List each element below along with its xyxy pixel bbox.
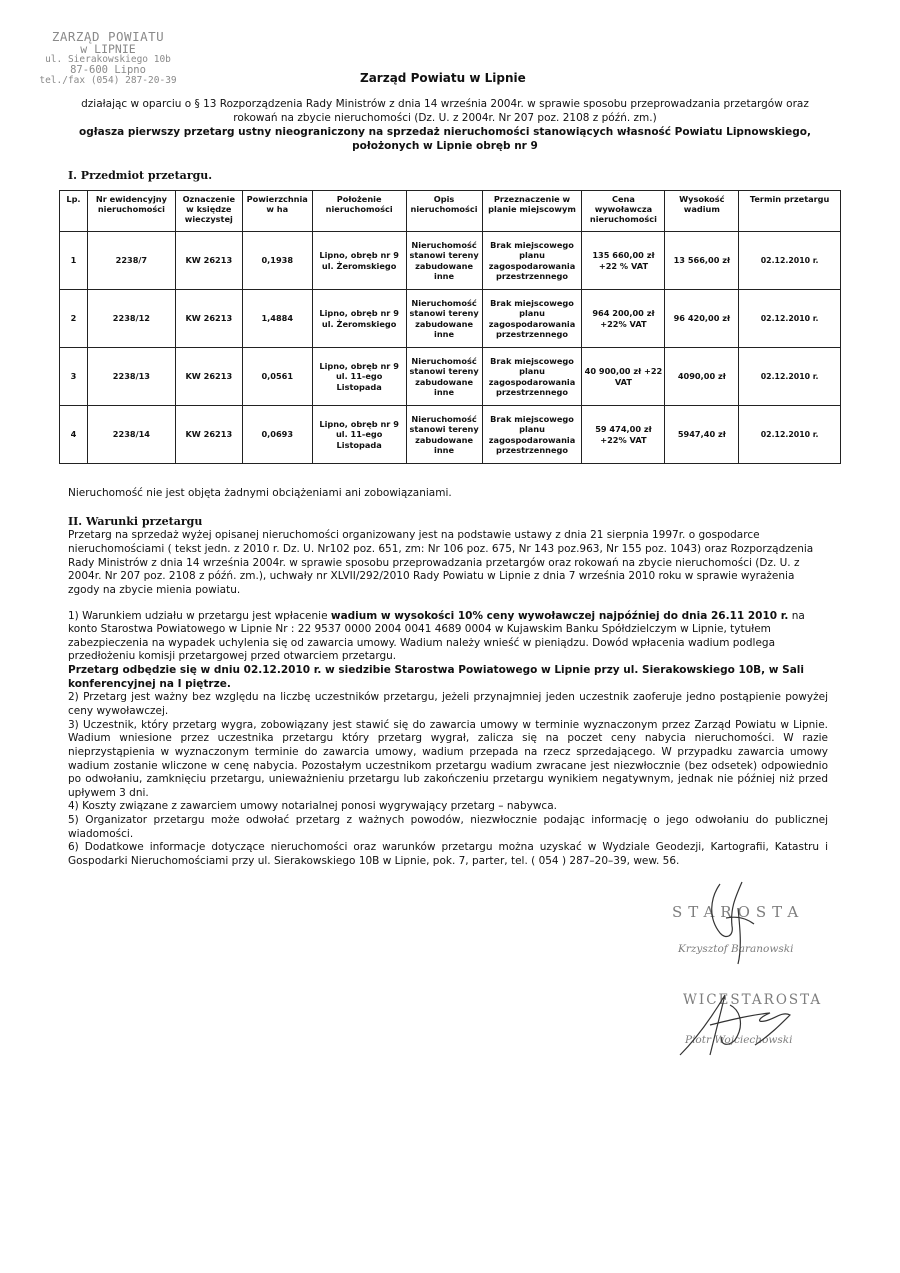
table-row <box>60 348 841 406</box>
cell-location: Lipno, obręb nr 9 ul. 11-ego Listopada <box>312 406 406 464</box>
header-lp: Lp. <box>60 191 88 232</box>
cell-lp: 4 <box>60 406 88 464</box>
document-title: Zarząd Powiatu w Lipnie <box>360 71 526 85</box>
table-row <box>60 232 841 290</box>
section-2-heading: II. Warunki przetargu <box>68 515 203 528</box>
cell-kw: KW 26213 <box>175 406 242 464</box>
cell-deposit: 4090,00 zł <box>665 348 739 406</box>
deposit-requirement: wadium w wysokości 10% ceny wywoławczej najpóźniej do dnia 26.11 2010 r. <box>330 609 789 622</box>
section-1-heading: I. Przedmiot przetargu. <box>68 169 213 182</box>
stamp-line: w LIPNIE <box>80 42 136 57</box>
cell-lp: 2 <box>60 290 88 348</box>
cell-lp: 1 <box>60 232 88 290</box>
condition-6-paragraph: 6) Dodatkowe informacje dotyczące nieruchomości oraz warunków przetargu można uzyskać w Wydziale Geodezji, Kartografii, Katastru i Gospodarki Nieruchomościami przy ul. Sierakowskiego 10B w Lipnie, pok. 7, parter, tel. ( 054 ) 287–20–39, wew. 56. <box>68 841 828 868</box>
header-purpose: Przeznaczenie w planie miejscowym <box>482 191 582 232</box>
intro-announcement: położonych w Lipnie obręb nr 9 <box>352 139 538 152</box>
cell-date: 02.12.2010 r. <box>739 290 841 348</box>
stamp-line: tel./fax (054) 287-20-39 <box>39 75 177 87</box>
condition-1-paragraph <box>68 610 828 665</box>
section-2-conditions <box>68 515 828 869</box>
cell-purpose: Brak miejscowego planu zagospodarowania przestrzennego <box>482 348 582 406</box>
condition-2-paragraph: 2) Przetarg jest ważny bez względu na liczbę uczestników przetargu, jeżeli przynajmniej jeden uczestnik zaoferuje jedno postąpienie powyżej ceny wywoławczej. <box>68 691 828 717</box>
cell-price: 59 474,00 zł +22% VAT <box>582 406 665 464</box>
header-price: Cena wywoławcza nieruchomości <box>582 191 665 232</box>
starosta-signature <box>690 878 780 968</box>
cell-location: Lipno, obręb nr 9 ul. 11-ego Listopada <box>312 348 406 406</box>
cell-purpose: Brak miejscowego planu zagospodarowania przestrzennego <box>482 232 582 290</box>
cell-area: 0,0561 <box>242 348 312 406</box>
cell-deposit: 13 566,00 zł <box>665 232 739 290</box>
cell-description: Nieruchomość stanowi tereny zabudowane inne <box>406 290 482 348</box>
condition-4-paragraph: 4) Koszty związane z zawarciem umowy notarialnej ponosi wygrywający przetarg – nabywca. <box>68 800 557 813</box>
intro-announcement: ogłasza pierwszy przetarg ustny nieograniczony na sprzedaż nieruchomości stanowiących własność Powiatu Lipnowskiego, <box>79 125 811 138</box>
cell-description: Nieruchomość stanowi tereny zabudowane inne <box>406 348 482 406</box>
cell-location: Lipno, obręb nr 9 ul. Żeromskiego <box>312 290 406 348</box>
wicestarosta-stamp: WICESTAROSTA <box>683 992 823 1008</box>
intro-line: rokowań na zbycie nieruchomości (Dz. U. z 2004r. Nr 207 poz. 2108 z późń. zm.) <box>233 111 657 124</box>
table-row <box>60 290 841 348</box>
starosta-name: Krzysztof Baranowski <box>678 943 794 955</box>
header-location: Położenie nieruchomości <box>312 191 406 232</box>
cell-area: 0,1938 <box>242 232 312 290</box>
cell-purpose: Brak miejscowego planu zagospodarowania przestrzennego <box>482 406 582 464</box>
cell-purpose: Brak miejscowego planu zagospodarowania przestrzennego <box>482 290 582 348</box>
intro-paragraph <box>55 98 835 153</box>
stamp-line: ZARZĄD POWIATU <box>51 29 165 44</box>
header-area: Powierzchnia w ha <box>242 191 312 232</box>
cell-deposit: 96 420,00 zł <box>665 290 739 348</box>
auction-place-notice: Przetarg odbędzie się w dniu 02.12.2010 r. w siedzibie Starostwa Powiatowego w Lipnie przy ul. Sierakowskiego 10B, w Sali konferencyjnej na I piętrze. <box>68 664 804 690</box>
cell-deposit: 5947,40 zł <box>665 406 739 464</box>
wicestarosta-signature <box>670 985 810 1065</box>
intro-line: działając w oparciu o § 13 Rozporządzenia Rady Ministrów z dnia 14 września 2004r. w sprawie sposobu przeprowadzania przetargów oraz <box>81 98 809 110</box>
cell-nr: 2238/14 <box>87 406 175 464</box>
cell-date: 02.12.2010 r. <box>739 406 841 464</box>
cell-nr: 2238/7 <box>87 232 175 290</box>
stamp-line: ul. Sierakowskiego 10b <box>45 54 171 66</box>
cell-description: Nieruchomość stanowi tereny zabudowane inne <box>406 406 482 464</box>
cell-area: 0,0693 <box>242 406 312 464</box>
condition-1-start: 1) Warunkiem udziału w przetargu jest wpłacenie <box>68 609 331 622</box>
condition-5-paragraph: 5) Organizator przetargu może odwołać przetarg z ważnych powodów, niezwłocznie podając informację o jego odwołaniu do publicznej wiadomości. <box>68 814 828 840</box>
header-deposit: Wysokość wadium <box>665 191 739 232</box>
condition-1-rest: na konto Starostwa Powiatowego w Lipnie Nr : 22 9537 0000 2004 0041 4689 0004 w Kujawskim Banku Spółdzielczym w Lipnie, tytułem zabezpieczenia na wypadek uchylenia się od zawarcia umowy. Wadium należy wnieść w pieniądzu. Dowód wpłacenia wadium podlega przedłożeniu komisji przetargowej przed otwarciem przetargu. <box>68 609 805 663</box>
cell-price: 135 660,00 zł +22 % VAT <box>582 232 665 290</box>
header-kw: Oznaczenie w księdze wieczystej <box>175 191 242 232</box>
cell-price: 40 900,00 zł +22 VAT <box>582 348 665 406</box>
table-row <box>60 406 841 464</box>
cell-kw: KW 26213 <box>175 290 242 348</box>
properties-table <box>59 190 841 464</box>
header-date: Termin przetargu <box>739 191 841 232</box>
cell-nr: 2238/13 <box>87 348 175 406</box>
cell-lp: 3 <box>60 348 88 406</box>
legal-basis-paragraph: Przetarg na sprzedaż wyżej opisanej nieruchomości organizowany jest na podstawie ustawy z dnia 21 sierpnia 1997r. o gospodarce nieruchomościami ( tekst jedn. z 2010 r. Dz. U. Nr102 poz. 651, zm: Nr 106 poz. 675, Nr 143 poz.963, Nr 155 poz. 1043) oraz Rozporządzenia Rady Ministrów z dnia 14 września 2004r. w sprawie sposobu przeprowadzania przetargów oraz rokowań na zbycie nieruchomości (Dz. U. z 2004r. Nr 207 poz. 2108 z późń. zm.), uchwały nr XLVII/292/2010 Rady Powiatu w Lipnie z dnia 7 września 2010 roku w sprawie wyrażenia zgody na zbycie mienia powiatu. <box>68 529 814 596</box>
cell-area: 1,4884 <box>242 290 312 348</box>
starosta-stamp: STAROSTA <box>672 903 805 921</box>
cell-date: 02.12.2010 r. <box>739 348 841 406</box>
cell-kw: KW 26213 <box>175 348 242 406</box>
cell-date: 02.12.2010 r. <box>739 232 841 290</box>
cell-location: Lipno, obręb nr 9 ul. Żeromskiego <box>312 232 406 290</box>
header-nr: Nr ewidencyjny nieruchomości <box>87 191 175 232</box>
cell-nr: 2238/12 <box>87 290 175 348</box>
table-header-row <box>60 191 841 232</box>
cell-description: Nieruchomość stanowi tereny zabudowane inne <box>406 232 482 290</box>
office-stamp <box>28 30 188 86</box>
header-description: Opis nieruchomości <box>406 191 482 232</box>
encumbrance-note: Nieruchomość nie jest objęta żadnymi obciążeniami ani zobowiązaniami. <box>68 487 452 499</box>
cell-kw: KW 26213 <box>175 232 242 290</box>
condition-3-paragraph: 3) Uczestnik, który przetarg wygra, zobowiązany jest stawić się do zawarcia umowy w terminie wyznaczonym przez Zarząd Powiatu w Lipnie. Wadium wniesione przez uczestnika przetargu który przetarg wygrał, zalicza się na poczet ceny nabycia nieruchomości. W razie nieprzystąpienia w wyznaczonym terminie do zawarcia umowy, wadium przepada na rzecz sprzedającego. W przypadku zawarcia umowy wadium zostanie wliczone w cenę nabycia. Pozostałym uczestnikom przetargu wadium zwracane jest niezwłocznie (bez odsetek) odpowiednio po odwołaniu, zamknięciu przetargu, unieważnieniu przetargu lub zakończeniu przetargu wynikiem negatywnym, jednak nie później niż przed upływem 3 dni. <box>68 718 828 799</box>
stamp-line: 87-600 Lipno <box>70 64 146 77</box>
wicestarosta-name: Piotr Wojciechowski <box>685 1034 793 1046</box>
cell-price: 964 200,00 zł +22% VAT <box>582 290 665 348</box>
